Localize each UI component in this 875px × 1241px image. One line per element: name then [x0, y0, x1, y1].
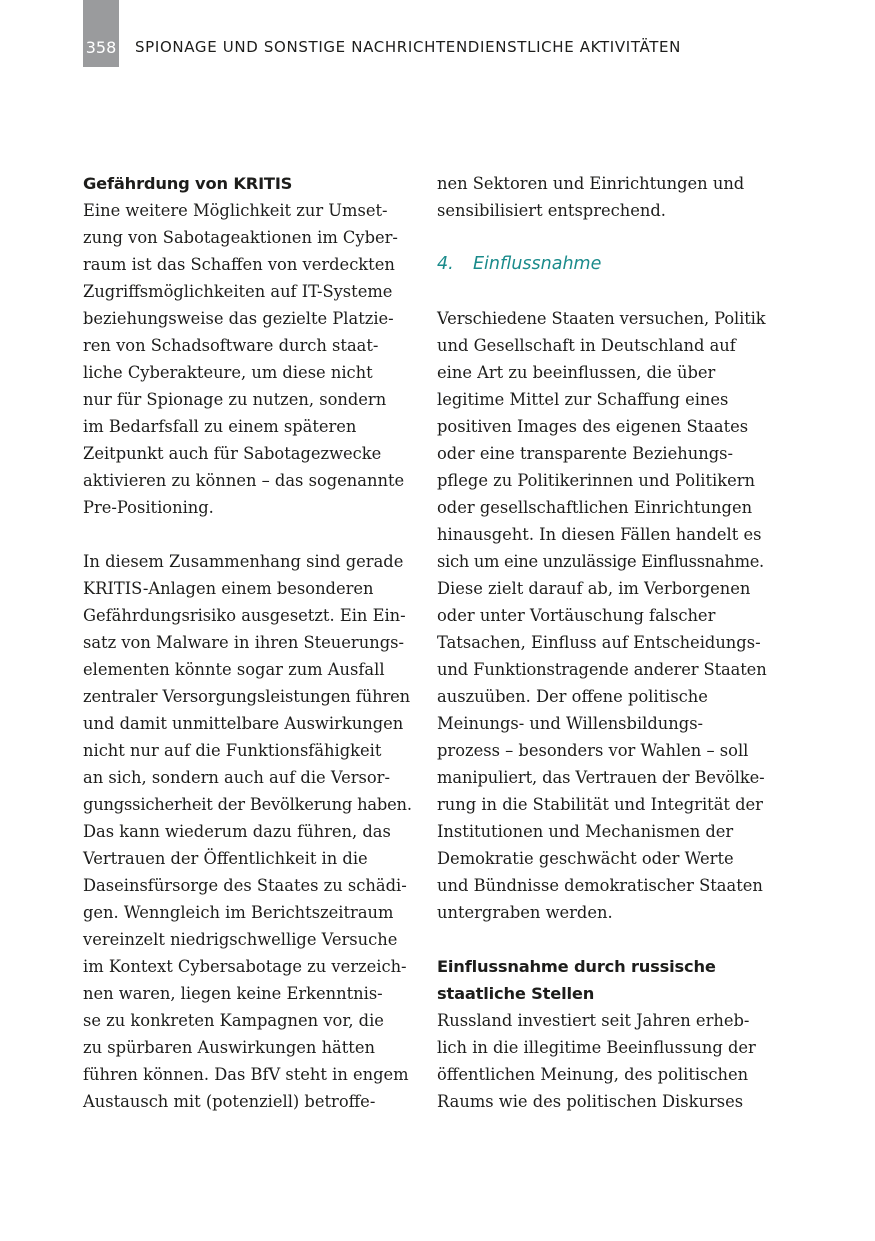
text-line: Daseinsfürsorge des Staates zu schädi- — [83, 876, 407, 895]
page-number-tab — [83, 0, 119, 67]
text-line: gungssicherheit der Bevölkerung haben. — [83, 795, 412, 814]
text-line: Verschiedene Staaten versuchen, Politik — [437, 309, 766, 328]
text-line: Das kann wiederum dazu führen, das — [83, 822, 391, 841]
text-line: gen. Wenngleich im Berichtszeitraum — [83, 903, 394, 922]
text-line: auszuüben. Der offene politische — [437, 687, 708, 706]
text-line: Zugriffsmöglichkeiten auf IT-Systeme — [83, 282, 393, 301]
text-line: Diese zielt darauf ab, im Verborgenen — [437, 579, 751, 598]
text-line: nen waren, liegen keine Erkenntnis- — [83, 984, 383, 1003]
text-line: manipuliert, das Vertrauen der Bevölke- — [437, 768, 765, 787]
text-line: prozess – besonders vor Wahlen – soll — [437, 741, 749, 760]
text-line: ren von Schadsoftware durch staat- — [83, 336, 379, 355]
text-line: Tatsachen, Einfluss auf Entscheidungs- — [437, 633, 761, 652]
text-line: untergraben werden. — [437, 903, 613, 922]
text-line: zentraler Versorgungsleistungen führen — [83, 687, 411, 706]
page-number: 358 — [85, 38, 117, 57]
text-line: liche Cyberakteure, um diese nicht — [83, 363, 373, 382]
text-line: beziehungsweise das gezielte Platzie- — [83, 309, 394, 328]
text-line: Institutionen und Mechanismen der — [437, 822, 734, 841]
paragraph-spacer — [83, 521, 413, 548]
text-line: oder unter Vortäuschung falscher — [437, 606, 716, 625]
text-line: zung von Sabotageaktionen im Cyber- — [83, 228, 398, 247]
paragraph-continuation — [437, 170, 767, 224]
text-line: eine Art zu beeinflussen, die über — [437, 363, 716, 382]
subheading-kritis: Gefährdung von KRITIS — [83, 174, 293, 193]
text-line: positiven Images des eigenen Staates — [437, 417, 749, 436]
paragraph-russia — [437, 1007, 767, 1115]
subheading-russia — [437, 953, 767, 1007]
section-heading-einflussnahme — [437, 251, 767, 278]
subheading-line: staatliche Stellen — [437, 984, 595, 1003]
text-line: zu spürbaren Auswirkungen hätten — [83, 1038, 375, 1057]
right-column — [437, 170, 767, 1115]
text-line: In diesem Zusammenhang sind gerade — [83, 552, 404, 571]
text-line: führen können. Das BfV steht in engem — [83, 1065, 409, 1084]
text-line: nicht nur auf die Funktionsfähigkeit — [83, 741, 382, 760]
text-line: Gefährdungsrisiko ausgesetzt. Ein Ein- — [83, 606, 406, 625]
text-line: Pre-Positioning. — [83, 498, 214, 517]
text-line: elementen könnte sogar zum Ausfall — [83, 660, 385, 679]
text-line: oder gesellschaftlichen Einrichtungen — [437, 498, 753, 517]
text-line: hinausgeht. In diesen Fällen handelt es — [437, 525, 762, 544]
paragraph-spacer — [437, 224, 767, 251]
running-header: SPIONAGE UND SONSTIGE NACHRICHTENDIENSTLICHE AKTIVITÄTEN — [135, 38, 682, 56]
section-number: 4. — [437, 254, 454, 274]
text-line: se zu konkreten Kampagnen vor, die — [83, 1011, 384, 1030]
text-line: Zeitpunkt auch für Sabotagezwecke — [83, 444, 382, 463]
text-line: oder eine transparente Beziehungs- — [437, 444, 733, 463]
text-line: Russland investiert seit Jahren erheb- — [437, 1011, 750, 1030]
paragraph-spacer — [437, 278, 767, 305]
text-line: nen Sektoren und Einrichtungen und — [437, 174, 745, 193]
text-line: sensibilisiert entsprechend. — [437, 201, 666, 220]
text-line: im Bedarfsfall zu einem späteren — [83, 417, 357, 436]
text-line: satz von Malware in ihren Steuerungs- — [83, 633, 404, 652]
text-line: KRITIS-Anlagen einem besonderen — [83, 579, 374, 598]
text-line: an sich, sondern auch auf die Versor- — [83, 768, 390, 787]
paragraph-spacer — [437, 926, 767, 953]
text-line: raum ist das Schaffen von verdeckten — [83, 255, 395, 274]
text-line: Demokratie geschwächt oder Werte — [437, 849, 734, 868]
text-line: Meinungs- und Willensbildungs- — [437, 714, 704, 733]
text-line: pflege zu Politikerinnen und Politikern — [437, 471, 756, 490]
text-line: sich um eine unzulässige Einflussnahme. — [437, 552, 764, 571]
text-line: und Bündnisse demokratischer Staaten — [437, 876, 763, 895]
paragraph-einflussnahme — [437, 305, 767, 926]
text-line: legitime Mittel zur Schaffung eines — [437, 390, 729, 409]
text-line: rung in die Stabilität und Integrität der — [437, 795, 763, 814]
text-line: Vertrauen der Öffentlichkeit in die — [83, 849, 368, 868]
text-line: öffentlichen Meinung, des politischen — [437, 1065, 749, 1084]
subheading-line: Einflussnahme durch russische — [437, 957, 716, 976]
text-line: Eine weitere Möglichkeit zur Umset- — [83, 201, 388, 220]
text-line: Austausch mit (potenziell) betroffe- — [83, 1092, 376, 1111]
text-line: und Funktionstragende anderer Staaten — [437, 660, 767, 679]
left-column — [83, 170, 413, 1115]
section-title: Einflussnahme — [473, 254, 602, 274]
text-line: Raums wie des politischen Diskurses — [437, 1092, 744, 1111]
paragraph-kritis-1 — [83, 197, 413, 521]
text-line: aktivieren zu können – das sogenannte — [83, 471, 405, 490]
text-line: lich in die illegitime Beeinflussung der — [437, 1038, 756, 1057]
text-line: im Kontext Cybersabotage zu verzeich- — [83, 957, 407, 976]
text-line: nur für Spionage zu nutzen, sondern — [83, 390, 387, 409]
text-line: und Gesellschaft in Deutschland auf — [437, 336, 736, 355]
paragraph-kritis-2 — [83, 548, 413, 1115]
text-line: vereinzelt niedrigschwellige Versuche — [83, 930, 398, 949]
text-line: und damit unmittelbare Auswirkungen — [83, 714, 404, 733]
